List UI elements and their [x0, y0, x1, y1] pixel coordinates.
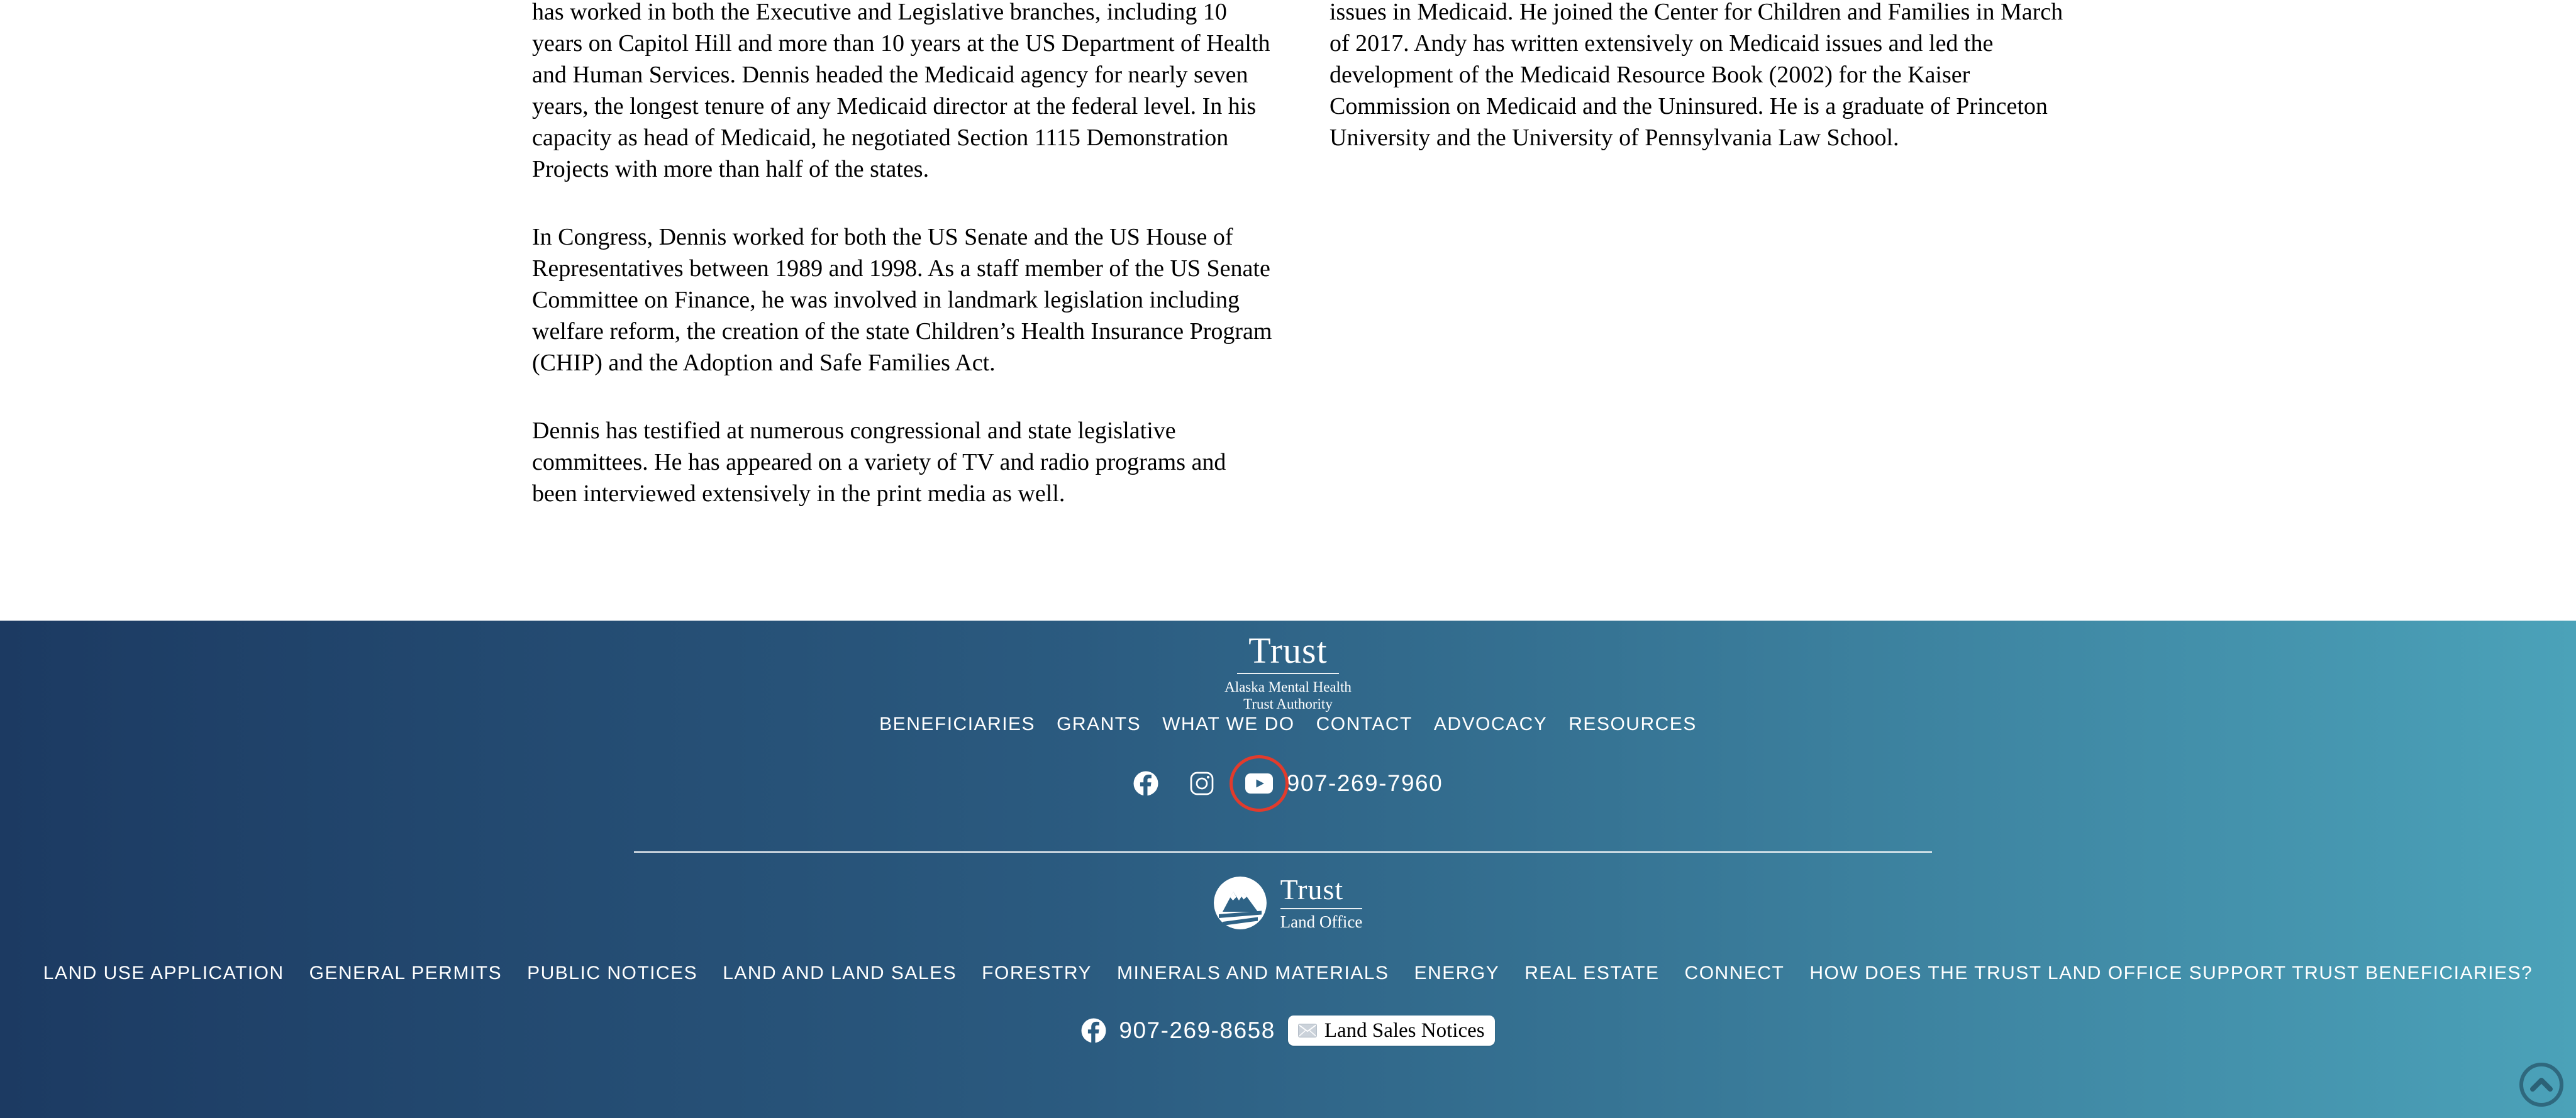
nav-item-resources[interactable]: RESOURCES — [1568, 714, 1697, 734]
paragraph: In Congress, Dennis worked for both the US Senate and the US House of Representatives between 1989 and 1998. As a staff member of the US Senate Committee on Finance, he was involved in landmark legislation including welfare reform, the creation of the state Children’s Health Insurance Program (CHIP) and the Adoption and Safe Families Act. — [532, 224, 1272, 376]
article-right-column — [1330, 0, 2072, 546]
authority-phone[interactable]: 907-269-7960 — [1286, 770, 1443, 796]
trust-authority-logo-subtitle-1: Alaska Mental Health — [1224, 679, 1352, 695]
land-office-logo-subtitle: Land Office — [1280, 912, 1363, 931]
facebook-icon[interactable] — [1133, 771, 1158, 796]
footer-divider-line — [634, 851, 1932, 853]
land-office-contact-row — [0, 1016, 2576, 1046]
authority-social-row — [0, 770, 2576, 797]
land-sales-notices-label: Land Sales Notices — [1324, 1019, 1485, 1042]
envelope-icon — [1298, 1024, 1317, 1038]
logo-divider-line — [1280, 908, 1363, 909]
land-office-nav — [0, 963, 2576, 984]
trust-authority-logo[interactable] — [0, 632, 2576, 712]
land-nav-item-forestry[interactable]: FORESTRY — [982, 963, 1092, 983]
nav-item-beneficiaries[interactable]: BENEFICIARIES — [879, 714, 1036, 734]
mountain-logo-icon — [1214, 877, 1267, 929]
site-footer — [0, 621, 2576, 1118]
back-to-top-button[interactable] — [2518, 1061, 2565, 1109]
trust-land-office-logo[interactable] — [0, 874, 2576, 931]
nav-item-what-we-do[interactable]: WHAT WE DO — [1162, 714, 1295, 734]
land-nav-item-connect[interactable]: CONNECT — [1684, 963, 1785, 983]
land-nav-item-general-permits[interactable]: GENERAL PERMITS — [309, 963, 502, 983]
youtube-icon[interactable] — [1245, 773, 1273, 794]
paragraph: has worked in both the Executive and Legislative branches, including 10 years on Capitol Hill and more than 10 years at the US Department of Health and Human Services. Dennis headed the Medicaid agency for nearly seven years, the longest tenure of any Medicaid director at the federal level. In his capacity as head of Medicaid, he negotiated Section 1115 Demonstration Projects with more than half of the states. — [532, 0, 1270, 182]
land-nav-item-support-beneficiaries[interactable]: HOW DOES THE TRUST LAND OFFICE SUPPORT TRUST BENEFICIARIES? — [1809, 963, 2533, 983]
chevron-up-icon — [2518, 1100, 2565, 1111]
instagram-icon[interactable] — [1190, 772, 1214, 795]
land-nav-item-minerals-and-materials[interactable]: MINERALS AND MATERIALS — [1116, 963, 1389, 983]
authority-nav — [0, 714, 2576, 735]
land-nav-item-land-and-land-sales[interactable]: LAND AND LAND SALES — [723, 963, 957, 983]
nav-item-advocacy[interactable]: ADVOCACY — [1433, 714, 1548, 734]
land-nav-item-real-estate[interactable]: REAL ESTATE — [1524, 963, 1660, 983]
paragraph: Dennis has testified at numerous congressional and state legislative committees. He has appeared on a variety of TV and radio programs and been interviewed extensively in the print media as well. — [532, 418, 1226, 507]
land-nav-item-energy[interactable]: ENERGY — [1414, 963, 1500, 983]
facebook-icon[interactable] — [1081, 1018, 1106, 1043]
land-nav-item-land-use-application[interactable]: LAND USE APPLICATION — [43, 963, 284, 983]
trust-authority-logo-title: Trust — [1248, 630, 1328, 671]
land-sales-notices-button[interactable] — [1288, 1016, 1495, 1046]
trust-authority-logo-subtitle-2: Trust Authority — [1243, 696, 1333, 712]
nav-item-contact[interactable]: CONTACT — [1316, 714, 1413, 734]
logo-divider-line — [1237, 673, 1339, 674]
article-body — [532, 0, 2072, 546]
land-office-logo-title: Trust — [1280, 873, 1344, 905]
land-office-phone[interactable]: 907-269-8658 — [1119, 1017, 1275, 1043]
nav-item-grants[interactable]: GRANTS — [1057, 714, 1141, 734]
paragraph: issues in Medicaid. He joined the Center for Children and Families in March of 2017. Andy has written extensively on Medicaid issues and led the development of the Medicaid Resource Book (2002) for the Kaiser Commission on Medicaid and the Uninsured. He is a graduate of Princeton University and the University of Pennsylvania Law School. — [1330, 0, 2063, 151]
land-nav-item-public-notices[interactable]: PUBLIC NOTICES — [527, 963, 698, 983]
article-left-column — [532, 0, 1274, 546]
